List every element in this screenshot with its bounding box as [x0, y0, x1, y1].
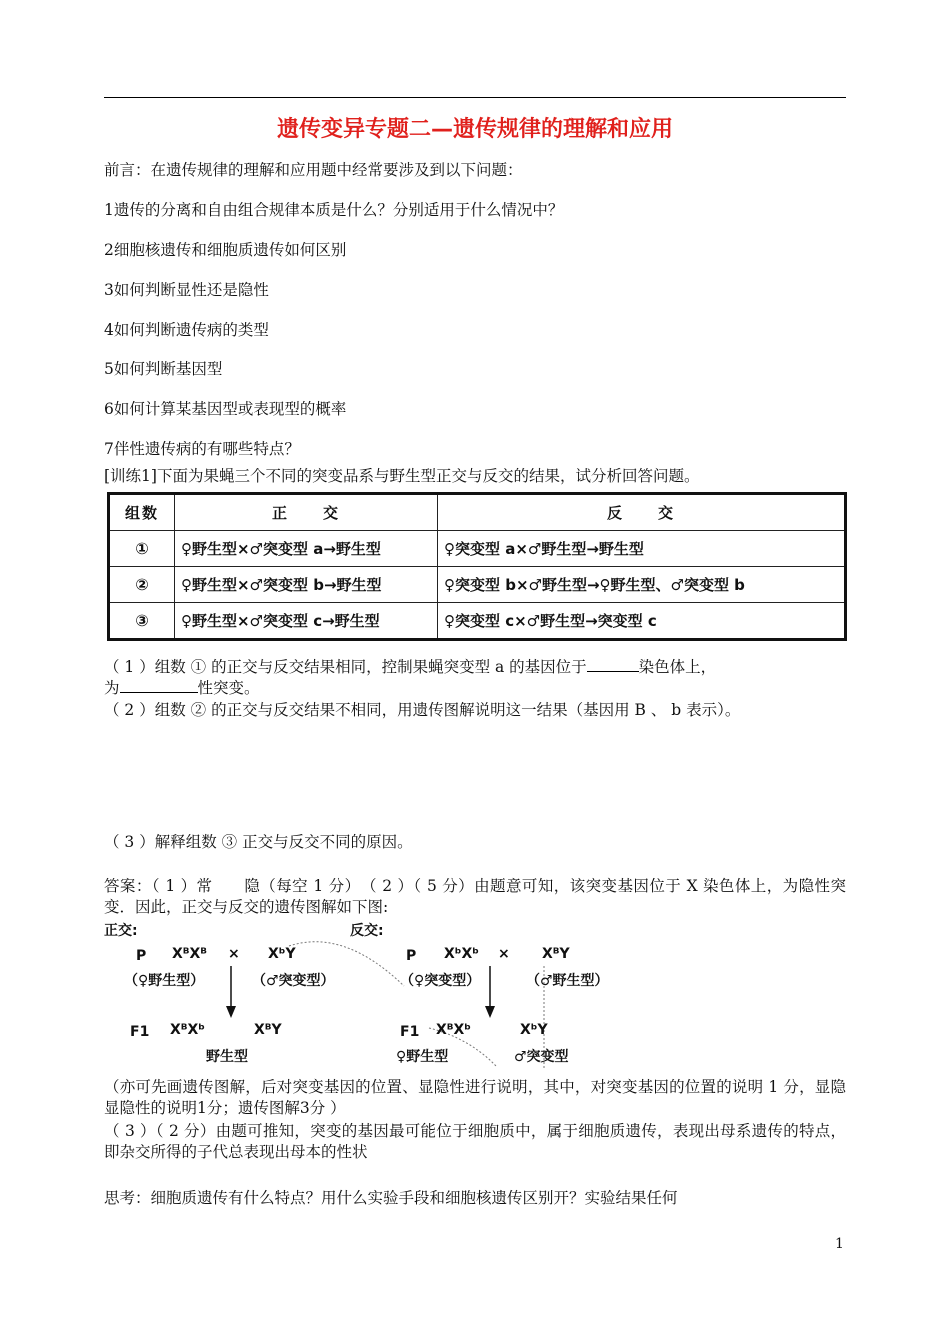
question-5: 5如何判断基因型: [104, 360, 223, 378]
reverse-arrow-head: [485, 1006, 495, 1018]
fwd-father-phenotype: （♂突变型）: [252, 973, 335, 989]
fwd-result-phenotype: 野生型: [206, 1049, 248, 1065]
rev-offspring-male: XᵇY: [520, 1022, 548, 1038]
rev-mother-genotype: XᵇXᵇ: [444, 946, 479, 962]
row-reverse: ♀突变型 c×♂野生型→突变型 c: [438, 603, 846, 640]
fwd-mother-phenotype: （♀野生型）: [124, 973, 205, 989]
row-num: ②: [109, 567, 175, 603]
table-row: [109, 567, 846, 603]
think-text: 思考：细胞质遗传有什么特点？用什么实验手段和细胞核遗传区别开？实验结果任何: [104, 1189, 678, 1207]
header-reverse: 反 交: [438, 494, 846, 531]
question-1: 1遗传的分离和自由组合规律本质是什么？分别适用于什么情况中？: [104, 201, 564, 219]
fwd-father-genotype: XᵇY: [268, 946, 296, 962]
header-forward: 正 交: [175, 494, 438, 531]
row-num: ①: [109, 531, 175, 567]
row-forward: ♀野生型×♂突变型 c→野生型: [175, 603, 438, 640]
question-part-1: [104, 657, 846, 699]
grading-note: （亦可先画遗传图解，后对突变基因的位置、显隐性进行说明，其中，对突变基因的位置的说明 1 分，显隐显隐性的说明1分；遗传图解3分 ）: [104, 1078, 846, 1117]
cross-symbol: ×: [228, 946, 240, 962]
q1-text-d: 性突变。: [197, 679, 260, 697]
row-num: ③: [109, 603, 175, 640]
rev-male-phenotype: ♂突变型: [514, 1049, 569, 1065]
table-row: [109, 603, 846, 640]
question-6: 6如何计算某基因型或表现型的概率: [104, 400, 347, 418]
question-2: 2细胞核遗传和细胞质遗传如何区别: [104, 241, 347, 259]
page-title: 遗传变异专题二—遗传规律的理解和应用: [276, 117, 673, 142]
rev-offspring-female: XᴮXᵇ: [436, 1022, 472, 1038]
table-header-row: [109, 494, 846, 531]
forward-arrow-head: [226, 1006, 236, 1018]
row-reverse: ♀突变型 a×♂野生型→野生型: [438, 531, 846, 567]
page-number: 1: [835, 1236, 844, 1252]
inheritance-diagram: [104, 918, 609, 1070]
question-3: 3如何判断显性还是隐性: [104, 281, 269, 299]
answer-text: 答案：（ 1 ）常 隐（每空 1 分） （ 2 ）（ 5 分）由题意可知，该突变基因位于 X 染色体上，为隐性突变．因此，正交与反交的遗传图解如下图:: [104, 877, 846, 916]
q1-text-a: （ 1 ）组数 ① 的正交与反交结果相同，控制果蝇突变型 a 的基因位于: [104, 658, 587, 676]
f1-label: F1: [130, 1024, 150, 1040]
row-forward: ♀野生型×♂突变型 b→野生型: [175, 567, 438, 603]
parent-label: P: [136, 948, 147, 964]
rev-mother-phenotype: （♀突变型）: [400, 973, 481, 989]
forward-label: 正交:: [104, 923, 138, 939]
answer-blank[interactable]: [587, 657, 639, 672]
table-row: [109, 531, 846, 567]
question-4: 4如何判断遗传病的类型: [104, 321, 269, 339]
rev-father-phenotype: （♂野生型）: [526, 973, 609, 989]
question-7: 7伴性遗传病的有哪些特点？: [104, 440, 300, 458]
answer-part-3: （ 3 ）（ 2 分）由题可推知，突变的基因最可能位于细胞质中，属于细胞质遗传，表现出母系遗传的特点，即杂交所得的子代总表现出母本的性状: [104, 1122, 846, 1161]
row-forward: ♀野生型×♂突变型 a→野生型: [175, 531, 438, 567]
header-rule: [104, 97, 846, 98]
parent-label: P: [406, 948, 417, 964]
intro-text: 前言：在遗传规律的理解和应用题中经常要涉及到以下问题：: [104, 161, 523, 179]
fwd-offspring-female: XᴮXᵇ: [170, 1022, 206, 1038]
question-part-2: （ 2 ）组数 ② 的正交与反交结果不相同，用遗传图解说明这一结果（基因用 B 、 b 表示）。: [104, 701, 741, 719]
cross-symbol: ×: [498, 946, 510, 962]
q1-text-b: 染色体上，: [638, 658, 717, 676]
f1-label: F1: [400, 1024, 420, 1040]
header-group: 组数: [109, 494, 175, 531]
rev-female-phenotype: ♀野生型: [396, 1049, 449, 1065]
reverse-label: 反交:: [350, 923, 384, 939]
results-table: [107, 492, 847, 641]
rev-father-genotype: XᴮY: [542, 946, 570, 962]
answer-blank[interactable]: [120, 678, 198, 693]
fwd-mother-genotype: XᴮXᴮ: [172, 946, 208, 962]
exercise-text: [训练1]下面为果蝇三个不同的突变品系与野生型正交与反交的结果，试分析回答问题。: [104, 467, 700, 485]
q1-text-c: 为: [104, 679, 120, 697]
row-reverse: ♀突变型 b×♂野生型→♀野生型、♂突变型 b: [438, 567, 846, 603]
question-part-3: （ 3 ）解释组数 ③ 正交与反交不同的原因。: [104, 833, 413, 851]
fwd-offspring-male: XᴮY: [254, 1022, 282, 1038]
